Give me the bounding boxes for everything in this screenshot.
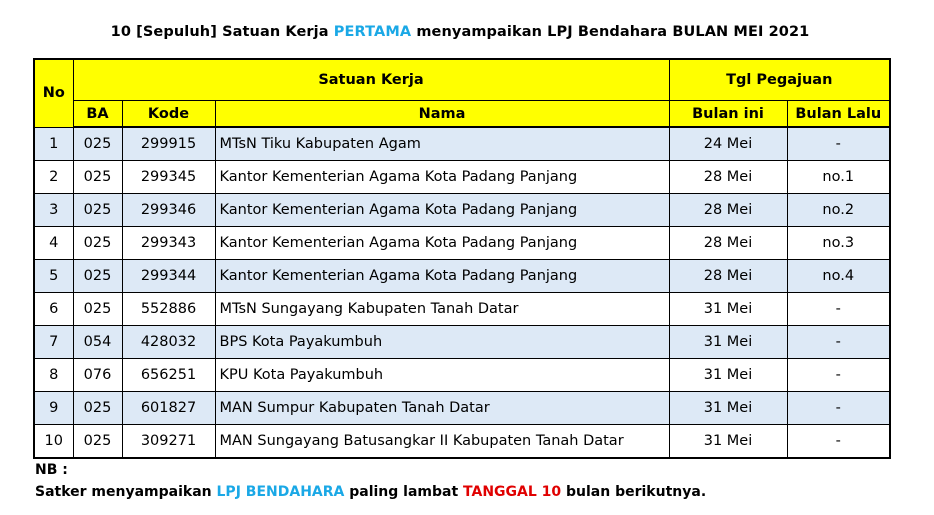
note-text2: paling lambat [344, 484, 464, 500]
cell-bulan-ini: 24 Mei [669, 127, 787, 161]
cell-bulan-ini: 31 Mei [669, 392, 787, 425]
title-part1: 10 [Sepuluh] Satuan Kerja [110, 24, 334, 40]
cell-nama: Kantor Kementerian Agama Kota Padang Panjang [215, 194, 669, 227]
cell-nama: Kantor Kementerian Agama Kota Padang Panjang [215, 161, 669, 194]
cell-bulan-lalu: - [787, 392, 890, 425]
cell-bulan-ini: 31 Mei [669, 326, 787, 359]
cell-bulan-lalu: - [787, 326, 890, 359]
header-satuan-kerja: Satuan Kerja [73, 59, 669, 101]
cell-bulan-lalu: no.3 [787, 227, 890, 260]
cell-ba: 025 [73, 161, 122, 194]
note-label: NB : [35, 462, 68, 478]
note-text1: Satker menyampaikan [35, 484, 217, 500]
table-row [34, 194, 890, 227]
cell-nama: BPS Kota Payakumbuh [215, 326, 669, 359]
cell-nama: MTsN Tiku Kabupaten Agam [215, 127, 669, 161]
header-no: No [34, 59, 73, 127]
header-bulan-lalu: Bulan Lalu [787, 101, 890, 128]
table-row [34, 392, 890, 425]
cell-no: 6 [34, 293, 73, 326]
cell-no: 2 [34, 161, 73, 194]
cell-ba: 025 [73, 293, 122, 326]
cell-kode: 299343 [122, 227, 215, 260]
cell-nama: MAN Sungayang Batusangkar II Kabupaten Tanah Datar [215, 425, 669, 459]
cell-bulan-lalu: no.4 [787, 260, 890, 293]
header-nama: Nama [215, 101, 669, 128]
cell-kode: 309271 [122, 425, 215, 459]
title-part2: menyampaikan LPJ Bendahara BULAN MEI 2021 [411, 24, 810, 40]
page-title [0, 24, 920, 40]
cell-nama: Kantor Kementerian Agama Kota Padang Panjang [215, 260, 669, 293]
table-row [34, 227, 890, 260]
cell-ba: 025 [73, 260, 122, 293]
cell-kode: 428032 [122, 326, 215, 359]
cell-no: 7 [34, 326, 73, 359]
cell-bulan-lalu: - [787, 293, 890, 326]
note-text3: bulan berikutnya. [561, 484, 707, 500]
cell-ba: 025 [73, 392, 122, 425]
header-ba: BA [73, 101, 122, 128]
cell-nama: MTsN Sungayang Kabupaten Tanah Datar [215, 293, 669, 326]
cell-bulan-lalu: no.2 [787, 194, 890, 227]
title-highlight: PERTAMA [333, 24, 412, 40]
table-row [34, 127, 890, 161]
cell-no: 8 [34, 359, 73, 392]
cell-bulan-ini: 28 Mei [669, 260, 787, 293]
table-row [34, 293, 890, 326]
cell-kode: 299344 [122, 260, 215, 293]
cell-bulan-ini: 28 Mei [669, 194, 787, 227]
note-highlight-red: TANGGAL 10 [463, 484, 562, 500]
cell-bulan-ini: 28 Mei [669, 227, 787, 260]
cell-kode: 656251 [122, 359, 215, 392]
cell-no: 3 [34, 194, 73, 227]
cell-ba: 076 [73, 359, 122, 392]
note-text [35, 484, 706, 500]
cell-kode: 601827 [122, 392, 215, 425]
cell-bulan-ini: 31 Mei [669, 293, 787, 326]
header-tgl-pengajuan: Tgl Pegajuan [669, 59, 890, 101]
cell-bulan-lalu: - [787, 425, 890, 459]
cell-no: 9 [34, 392, 73, 425]
cell-bulan-ini: 28 Mei [669, 161, 787, 194]
cell-no: 1 [34, 127, 73, 161]
cell-no: 5 [34, 260, 73, 293]
cell-bulan-ini: 31 Mei [669, 359, 787, 392]
header-kode: Kode [122, 101, 215, 128]
cell-no: 10 [34, 425, 73, 459]
cell-bulan-lalu: no.1 [787, 161, 890, 194]
cell-ba: 025 [73, 425, 122, 459]
header-bulan-ini: Bulan ini [669, 101, 787, 128]
cell-ba: 025 [73, 194, 122, 227]
cell-no: 4 [34, 227, 73, 260]
table-row [34, 161, 890, 194]
cell-kode: 552886 [122, 293, 215, 326]
table-row [34, 359, 890, 392]
cell-kode: 299345 [122, 161, 215, 194]
note-highlight-blue: LPJ BENDAHARA [216, 484, 345, 500]
cell-bulan-ini: 31 Mei [669, 425, 787, 459]
cell-kode: 299346 [122, 194, 215, 227]
cell-ba: 025 [73, 227, 122, 260]
cell-nama: KPU Kota Payakumbuh [215, 359, 669, 392]
cell-bulan-lalu: - [787, 359, 890, 392]
cell-nama: Kantor Kementerian Agama Kota Padang Panjang [215, 227, 669, 260]
lpj-table [33, 58, 891, 459]
cell-nama: MAN Sumpur Kabupaten Tanah Datar [215, 392, 669, 425]
table-row [34, 326, 890, 359]
cell-kode: 299915 [122, 127, 215, 161]
table-row [34, 260, 890, 293]
table-row [34, 425, 890, 459]
cell-ba: 025 [73, 127, 122, 161]
cell-bulan-lalu: - [787, 127, 890, 161]
cell-ba: 054 [73, 326, 122, 359]
